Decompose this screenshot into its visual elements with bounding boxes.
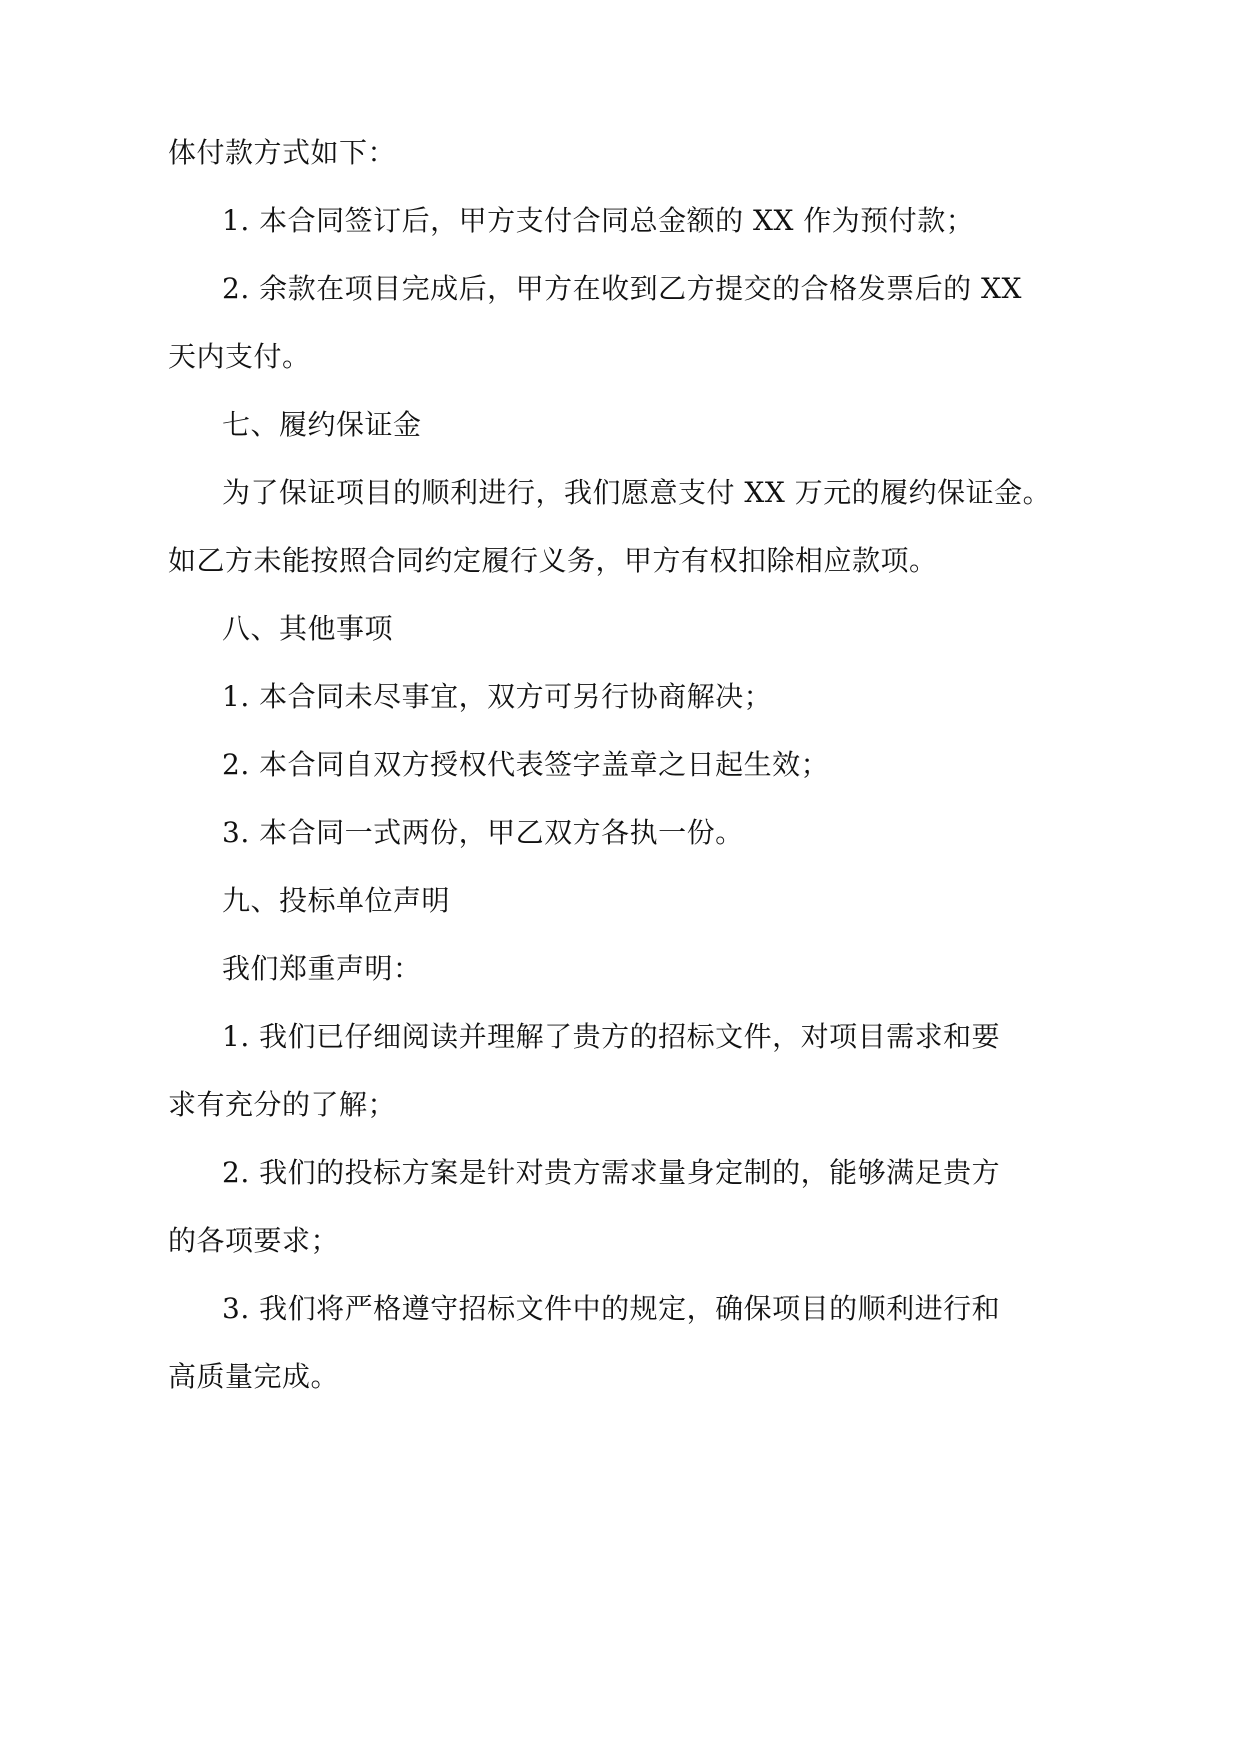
text-line: 1. 本合同签订后，甲方支付合同总金额的 XX 作为预付款；: [222, 204, 975, 237]
section-heading: 七、履约保证金: [222, 408, 422, 441]
text-line: 体付款方式如下：: [168, 136, 397, 169]
text-line: 如乙方未能按照合同约定履行义务，甲方有权扣除相应款项。: [168, 544, 938, 577]
text-line: 3. 我们将严格遵守招标文件中的规定，确保项目的顺利进行和: [222, 1292, 1001, 1325]
text-line: 3. 本合同一式两份，甲乙双方各执一份。: [222, 816, 744, 849]
text-line: 2. 余款在项目完成后，甲方在收到乙方提交的合格发票后的 XX: [222, 272, 1022, 305]
section-heading: 九、投标单位声明: [222, 884, 451, 917]
text-line: 我们郑重声明：: [222, 952, 422, 985]
text-line: 1. 我们已仔细阅读并理解了贵方的招标文件，对项目需求和要: [222, 1020, 1001, 1053]
section-heading: 八、其他事项: [222, 612, 394, 645]
text-line: 求有充分的了解；: [168, 1088, 397, 1121]
text-line: 高质量完成。: [168, 1360, 340, 1393]
text-line: 的各项要求；: [168, 1224, 340, 1257]
text-line: 2. 我们的投标方案是针对贵方需求量身定制的，能够满足贵方: [222, 1156, 1001, 1189]
text-line: 1. 本合同未尽事宜，双方可另行协商解决；: [222, 680, 773, 713]
text-line: 2. 本合同自双方授权代表签字盖章之日起生效；: [222, 748, 830, 781]
text-line: 为了保证项目的顺利进行，我们愿意支付 XX 万元的履约保证金。: [222, 476, 1052, 509]
text-line: 天内支付。: [168, 340, 311, 373]
